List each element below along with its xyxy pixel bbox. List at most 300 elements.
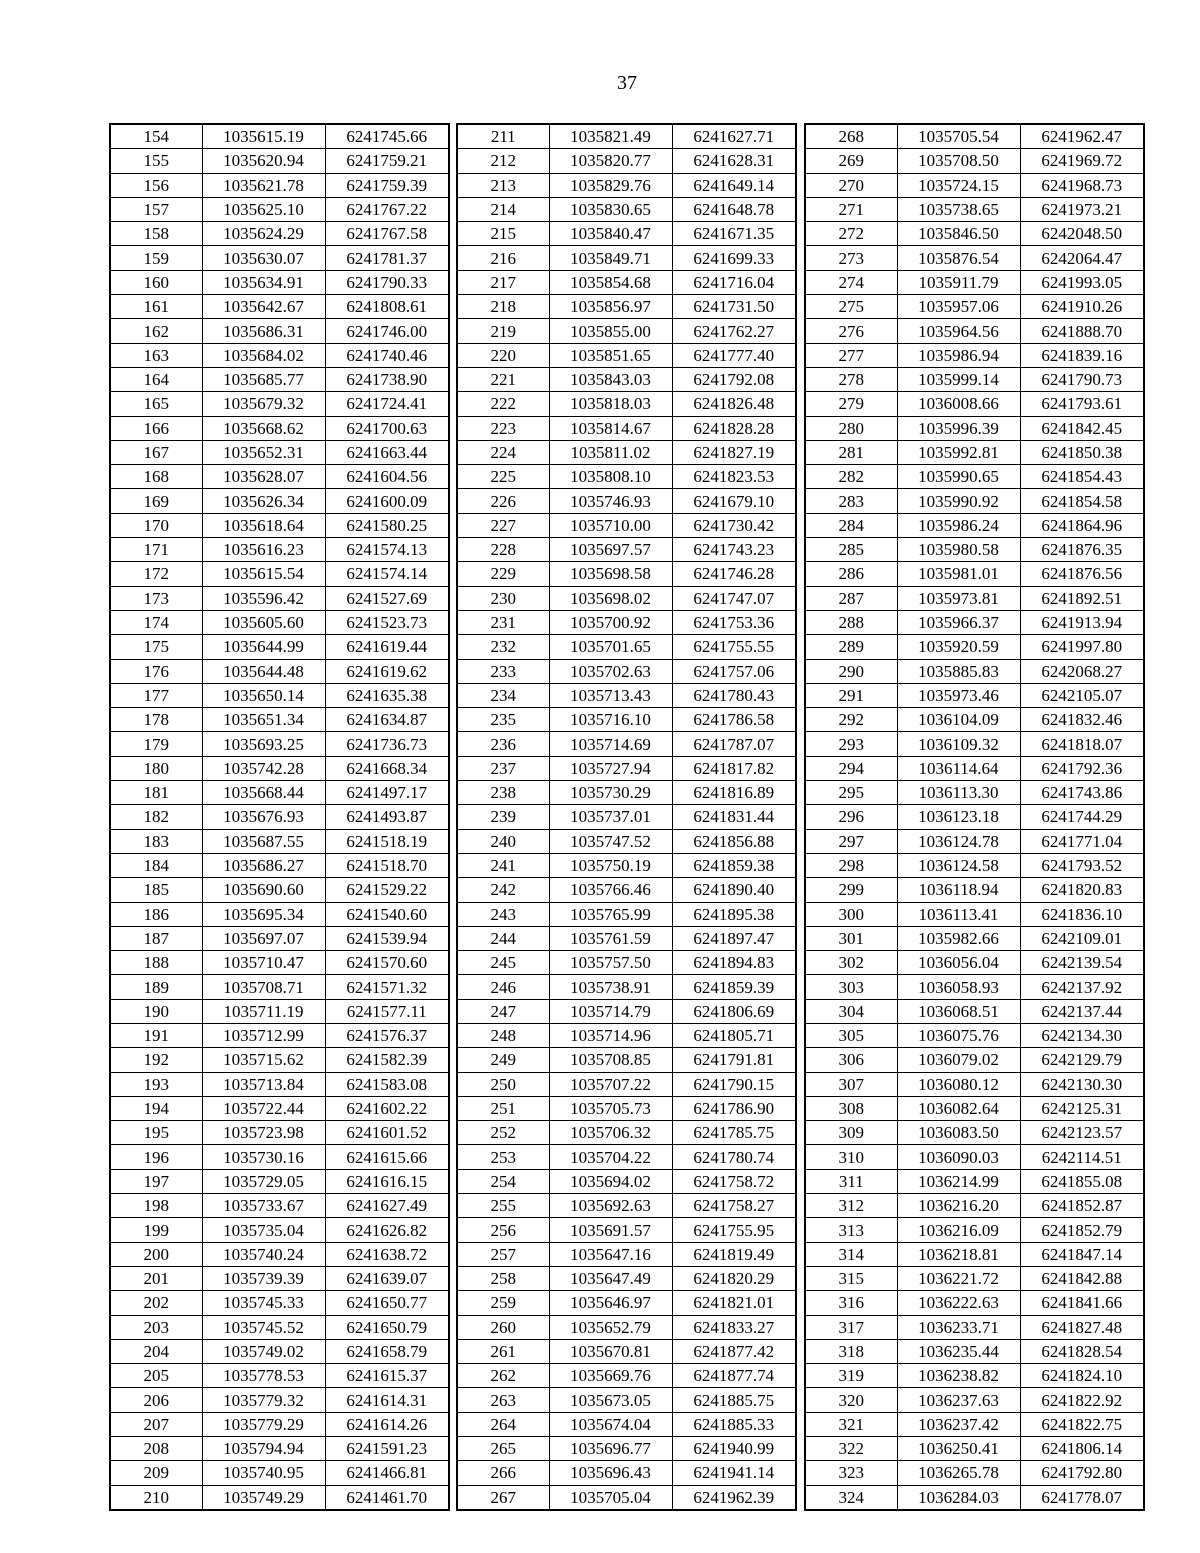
table-row [805,999,1144,1023]
x-coordinate-cell: 1036056.04 [897,951,1020,975]
table-row [805,1364,1144,1388]
point-number-cell: 293 [805,732,897,756]
point-number-cell: 242 [457,878,549,902]
x-coordinate-cell: 1036113.41 [897,902,1020,926]
point-number-cell: 239 [457,805,549,829]
y-coordinate-cell: 6241790.73 [1020,367,1144,391]
x-coordinate-cell: 1035710.47 [202,951,325,975]
y-coordinate-cell: 6241730.42 [672,513,796,537]
y-coordinate-cell: 6241793.61 [1020,392,1144,416]
x-coordinate-cell: 1036058.93 [897,975,1020,999]
table-row [457,1388,796,1412]
table-row [805,367,1144,391]
table-row [805,538,1144,562]
y-coordinate-cell: 6241820.83 [1020,878,1144,902]
point-number-cell: 172 [110,562,202,586]
table-row [805,975,1144,999]
point-number-cell: 300 [805,902,897,926]
point-number-cell: 307 [805,1072,897,1096]
x-coordinate-cell: 1036265.78 [897,1461,1020,1485]
y-coordinate-cell: 6241790.33 [325,270,449,294]
x-coordinate-cell: 1035757.50 [549,951,672,975]
table-row [805,1121,1144,1145]
y-coordinate-cell: 6241808.61 [325,295,449,319]
y-coordinate-cell: 6241724.41 [325,392,449,416]
y-coordinate-cell: 6242048.50 [1020,222,1144,246]
table-row [457,392,796,416]
table-row [805,1072,1144,1096]
point-number-cell: 240 [457,829,549,853]
y-coordinate-cell: 6241817.82 [672,756,796,780]
x-coordinate-cell: 1035856.97 [549,295,672,319]
x-coordinate-cell: 1035730.16 [202,1145,325,1169]
y-coordinate-cell: 6241577.11 [325,999,449,1023]
y-coordinate-cell: 6241993.05 [1020,270,1144,294]
coordinates-table-3 [804,123,1145,1511]
x-coordinate-cell: 1035750.19 [549,853,672,877]
x-coordinate-cell: 1036109.32 [897,732,1020,756]
y-coordinate-cell: 6241743.23 [672,538,796,562]
x-coordinate-cell: 1035707.22 [549,1072,672,1096]
point-number-cell: 273 [805,246,897,270]
point-number-cell: 298 [805,853,897,877]
point-number-cell: 306 [805,1048,897,1072]
x-coordinate-cell: 1035986.24 [897,513,1020,537]
point-number-cell: 284 [805,513,897,537]
table-row [805,1339,1144,1363]
point-number-cell: 226 [457,489,549,513]
table-row [457,1121,796,1145]
point-number-cell: 218 [457,295,549,319]
x-coordinate-cell: 1035647.49 [549,1266,672,1290]
y-coordinate-cell: 6241806.69 [672,999,796,1023]
x-coordinate-cell: 1035818.03 [549,392,672,416]
x-coordinate-cell: 1035693.25 [202,732,325,756]
point-number-cell: 310 [805,1145,897,1169]
y-coordinate-cell: 6241941.14 [672,1461,796,1485]
x-coordinate-cell: 1035715.62 [202,1048,325,1072]
y-coordinate-cell: 6241614.26 [325,1412,449,1436]
point-number-cell: 252 [457,1121,549,1145]
point-number-cell: 246 [457,975,549,999]
table-row [110,562,449,586]
table-row [110,295,449,319]
table-row [110,1266,449,1290]
table-row [110,926,449,950]
x-coordinate-cell: 1035620.94 [202,149,325,173]
x-coordinate-cell: 1036218.81 [897,1242,1020,1266]
table-row [457,1194,796,1218]
table-row [457,999,796,1023]
y-coordinate-cell: 6241497.17 [325,781,449,805]
x-coordinate-cell: 1035742.28 [202,756,325,780]
point-number-cell: 219 [457,319,549,343]
x-coordinate-cell: 1035674.04 [549,1412,672,1436]
table-row [457,295,796,319]
y-coordinate-cell: 6241877.42 [672,1339,796,1363]
y-coordinate-cell: 6241864.96 [1020,513,1144,537]
x-coordinate-cell: 1036233.71 [897,1315,1020,1339]
point-number-cell: 236 [457,732,549,756]
point-number-cell: 289 [805,635,897,659]
y-coordinate-cell: 6241679.10 [672,489,796,513]
point-number-cell: 220 [457,343,549,367]
x-coordinate-cell: 1035605.60 [202,610,325,634]
table-row [457,1315,796,1339]
table-row [457,367,796,391]
point-number-cell: 323 [805,1461,897,1485]
table-row [457,343,796,367]
x-coordinate-cell: 1035724.15 [897,173,1020,197]
table-row [457,1266,796,1290]
x-coordinate-cell: 1036123.18 [897,805,1020,829]
y-coordinate-cell: 6242139.54 [1020,951,1144,975]
table-row [110,392,449,416]
x-coordinate-cell: 1035652.31 [202,440,325,464]
y-coordinate-cell: 6241600.09 [325,489,449,513]
y-coordinate-cell: 6241634.87 [325,708,449,732]
point-number-cell: 248 [457,1023,549,1047]
x-coordinate-cell: 1035779.29 [202,1412,325,1436]
table-row [110,246,449,270]
table-row [110,367,449,391]
x-coordinate-cell: 1035618.64 [202,513,325,537]
table-row [110,1339,449,1363]
point-number-cell: 206 [110,1388,202,1412]
point-number-cell: 162 [110,319,202,343]
x-coordinate-cell: 1035705.54 [897,124,1020,149]
y-coordinate-cell: 6241619.62 [325,659,449,683]
y-coordinate-cell: 6241576.37 [325,1023,449,1047]
point-number-cell: 258 [457,1266,549,1290]
table-row [805,1023,1144,1047]
table-row [805,805,1144,829]
table-row [457,1072,796,1096]
point-number-cell: 215 [457,222,549,246]
table-row [457,489,796,513]
table-row [457,538,796,562]
table-row [110,951,449,975]
point-number-cell: 182 [110,805,202,829]
point-number-cell: 173 [110,586,202,610]
point-number-cell: 308 [805,1096,897,1120]
x-coordinate-cell: 1035966.37 [897,610,1020,634]
y-coordinate-cell: 6241973.21 [1020,197,1144,221]
x-coordinate-cell: 1035733.67 [202,1194,325,1218]
table-body [457,124,796,1510]
x-coordinate-cell: 1036222.63 [897,1291,1020,1315]
table-row [457,878,796,902]
point-number-cell: 313 [805,1218,897,1242]
x-coordinate-cell: 1035696.77 [549,1437,672,1461]
x-coordinate-cell: 1035740.95 [202,1461,325,1485]
x-coordinate-cell: 1035920.59 [897,635,1020,659]
point-number-cell: 303 [805,975,897,999]
table-row [805,586,1144,610]
x-coordinate-cell: 1035999.14 [897,367,1020,391]
y-coordinate-cell: 6241850.38 [1020,440,1144,464]
table-row [805,392,1144,416]
point-number-cell: 283 [805,489,897,513]
point-number-cell: 166 [110,416,202,440]
point-number-cell: 192 [110,1048,202,1072]
point-number-cell: 214 [457,197,549,221]
y-coordinate-cell: 6242123.57 [1020,1121,1144,1145]
point-number-cell: 204 [110,1339,202,1363]
point-number-cell: 257 [457,1242,549,1266]
x-coordinate-cell: 1035642.67 [202,295,325,319]
y-coordinate-cell: 6241649.14 [672,173,796,197]
y-coordinate-cell: 6241539.94 [325,926,449,950]
x-coordinate-cell: 1035701.65 [549,635,672,659]
point-number-cell: 164 [110,367,202,391]
point-number-cell: 302 [805,951,897,975]
point-number-cell: 263 [457,1388,549,1412]
x-coordinate-cell: 1035876.54 [897,246,1020,270]
table-row [805,489,1144,513]
x-coordinate-cell: 1035990.65 [897,465,1020,489]
y-coordinate-cell: 6242125.31 [1020,1096,1144,1120]
point-number-cell: 195 [110,1121,202,1145]
table-row [457,1096,796,1120]
y-coordinate-cell: 6241635.38 [325,683,449,707]
table-row [110,513,449,537]
table-row [805,829,1144,853]
table-row [110,732,449,756]
y-coordinate-cell: 6241639.07 [325,1266,449,1290]
point-number-cell: 230 [457,586,549,610]
table-row [110,1194,449,1218]
table-row [805,1194,1144,1218]
y-coordinate-cell: 6241841.66 [1020,1291,1144,1315]
y-coordinate-cell: 6241854.58 [1020,489,1144,513]
x-coordinate-cell: 1035634.91 [202,270,325,294]
table-row [805,246,1144,270]
point-number-cell: 294 [805,756,897,780]
point-number-cell: 309 [805,1121,897,1145]
y-coordinate-cell: 6241859.39 [672,975,796,999]
point-number-cell: 254 [457,1169,549,1193]
y-coordinate-cell: 6241890.40 [672,878,796,902]
point-number-cell: 277 [805,343,897,367]
point-number-cell: 159 [110,246,202,270]
table-row [110,1023,449,1047]
y-coordinate-cell: 6241627.49 [325,1194,449,1218]
y-coordinate-cell: 6241699.33 [672,246,796,270]
table-row [805,732,1144,756]
table-row [805,951,1144,975]
table-row [110,1048,449,1072]
y-coordinate-cell: 6241604.56 [325,465,449,489]
point-number-cell: 202 [110,1291,202,1315]
page-number: 37 [617,72,637,94]
point-number-cell: 179 [110,732,202,756]
y-coordinate-cell: 6241828.28 [672,416,796,440]
table-row [457,1485,796,1510]
point-number-cell: 196 [110,1145,202,1169]
point-number-cell: 208 [110,1437,202,1461]
table-row [805,683,1144,707]
point-number-cell: 197 [110,1169,202,1193]
x-coordinate-cell: 1035778.53 [202,1364,325,1388]
y-coordinate-cell: 6241518.19 [325,829,449,853]
y-coordinate-cell: 6241744.29 [1020,805,1144,829]
x-coordinate-cell: 1035695.34 [202,902,325,926]
y-coordinate-cell: 6241820.29 [672,1266,796,1290]
point-number-cell: 251 [457,1096,549,1120]
x-coordinate-cell: 1035624.29 [202,222,325,246]
point-number-cell: 262 [457,1364,549,1388]
y-coordinate-cell: 6241910.26 [1020,295,1144,319]
y-coordinate-cell: 6241821.01 [672,1291,796,1315]
x-coordinate-cell: 1035973.46 [897,683,1020,707]
x-coordinate-cell: 1035669.76 [549,1364,672,1388]
table-row [110,465,449,489]
x-coordinate-cell: 1035708.50 [897,149,1020,173]
x-coordinate-cell: 1035697.07 [202,926,325,950]
point-number-cell: 259 [457,1291,549,1315]
x-coordinate-cell: 1036250.41 [897,1437,1020,1461]
x-coordinate-cell: 1035851.65 [549,343,672,367]
point-number-cell: 276 [805,319,897,343]
y-coordinate-cell: 6241615.66 [325,1145,449,1169]
table-row [805,610,1144,634]
x-coordinate-cell: 1035714.79 [549,999,672,1023]
x-coordinate-cell: 1035739.39 [202,1266,325,1290]
point-number-cell: 185 [110,878,202,902]
y-coordinate-cell: 6241767.22 [325,197,449,221]
point-number-cell: 170 [110,513,202,537]
table-row [110,1096,449,1120]
x-coordinate-cell: 1035710.00 [549,513,672,537]
table-row [805,222,1144,246]
point-number-cell: 255 [457,1194,549,1218]
point-number-cell: 177 [110,683,202,707]
x-coordinate-cell: 1035647.16 [549,1242,672,1266]
y-coordinate-cell: 6241824.10 [1020,1364,1144,1388]
table-row [457,1412,796,1436]
point-number-cell: 189 [110,975,202,999]
x-coordinate-cell: 1035843.03 [549,367,672,391]
table-row [805,1048,1144,1072]
y-coordinate-cell: 6242064.47 [1020,246,1144,270]
table-row [110,343,449,367]
table-row [110,1291,449,1315]
point-number-cell: 270 [805,173,897,197]
x-coordinate-cell: 1035911.79 [897,270,1020,294]
point-number-cell: 156 [110,173,202,197]
point-number-cell: 157 [110,197,202,221]
y-coordinate-cell: 6241529.22 [325,878,449,902]
table-row [457,781,796,805]
table-row [457,173,796,197]
x-coordinate-cell: 1036235.44 [897,1339,1020,1363]
point-number-cell: 315 [805,1266,897,1290]
table-row [805,1266,1144,1290]
x-coordinate-cell: 1036118.94 [897,878,1020,902]
x-coordinate-cell: 1035646.97 [549,1291,672,1315]
point-number-cell: 301 [805,926,897,950]
y-coordinate-cell: 6241626.82 [325,1218,449,1242]
x-coordinate-cell: 1035625.10 [202,197,325,221]
x-coordinate-cell: 1035794.94 [202,1437,325,1461]
table-row [457,951,796,975]
table-row [805,708,1144,732]
x-coordinate-cell: 1036114.64 [897,756,1020,780]
y-coordinate-cell: 6241580.25 [325,513,449,537]
table-row [110,659,449,683]
y-coordinate-cell: 6241816.89 [672,781,796,805]
x-coordinate-cell: 1035644.99 [202,635,325,659]
point-number-cell: 287 [805,586,897,610]
y-coordinate-cell: 6241540.60 [325,902,449,926]
point-number-cell: 264 [457,1412,549,1436]
table-row [110,683,449,707]
point-number-cell: 158 [110,222,202,246]
x-coordinate-cell: 1035690.60 [202,878,325,902]
table-row [457,1169,796,1193]
y-coordinate-cell: 6241892.51 [1020,586,1144,610]
point-number-cell: 163 [110,343,202,367]
point-number-cell: 249 [457,1048,549,1072]
point-number-cell: 320 [805,1388,897,1412]
y-coordinate-cell: 6242137.44 [1020,999,1144,1023]
x-coordinate-cell: 1035651.34 [202,708,325,732]
y-coordinate-cell: 6241638.72 [325,1242,449,1266]
point-number-cell: 187 [110,926,202,950]
y-coordinate-cell: 6241736.73 [325,732,449,756]
point-number-cell: 286 [805,562,897,586]
y-coordinate-cell: 6241650.77 [325,1291,449,1315]
x-coordinate-cell: 1036124.58 [897,853,1020,877]
x-coordinate-cell: 1035723.98 [202,1121,325,1145]
x-coordinate-cell: 1035684.02 [202,343,325,367]
point-number-cell: 181 [110,781,202,805]
table-row [110,1072,449,1096]
y-coordinate-cell: 6241740.46 [325,343,449,367]
x-coordinate-cell: 1035820.77 [549,149,672,173]
x-coordinate-cell: 1036284.03 [897,1485,1020,1510]
table-row [457,465,796,489]
y-coordinate-cell: 6242068.27 [1020,659,1144,683]
table-row [805,756,1144,780]
table-row [457,926,796,950]
table-row [805,270,1144,294]
y-coordinate-cell: 6241627.71 [672,124,796,149]
table-row [457,975,796,999]
x-coordinate-cell: 1036104.09 [897,708,1020,732]
y-coordinate-cell: 6242129.79 [1020,1048,1144,1072]
y-coordinate-cell: 6241822.75 [1020,1412,1144,1436]
x-coordinate-cell: 1036113.30 [897,781,1020,805]
x-coordinate-cell: 1036008.66 [897,392,1020,416]
point-number-cell: 199 [110,1218,202,1242]
y-coordinate-cell: 6241671.35 [672,222,796,246]
y-coordinate-cell: 6241792.36 [1020,756,1144,780]
table-row [110,829,449,853]
point-number-cell: 190 [110,999,202,1023]
x-coordinate-cell: 1035685.77 [202,367,325,391]
y-coordinate-cell: 6241758.27 [672,1194,796,1218]
x-coordinate-cell: 1035686.27 [202,853,325,877]
y-coordinate-cell: 6241842.45 [1020,416,1144,440]
table-row [110,781,449,805]
y-coordinate-cell: 6241743.86 [1020,781,1144,805]
table-row [805,1218,1144,1242]
x-coordinate-cell: 1035700.92 [549,610,672,634]
point-number-cell: 299 [805,878,897,902]
x-coordinate-cell: 1035730.29 [549,781,672,805]
